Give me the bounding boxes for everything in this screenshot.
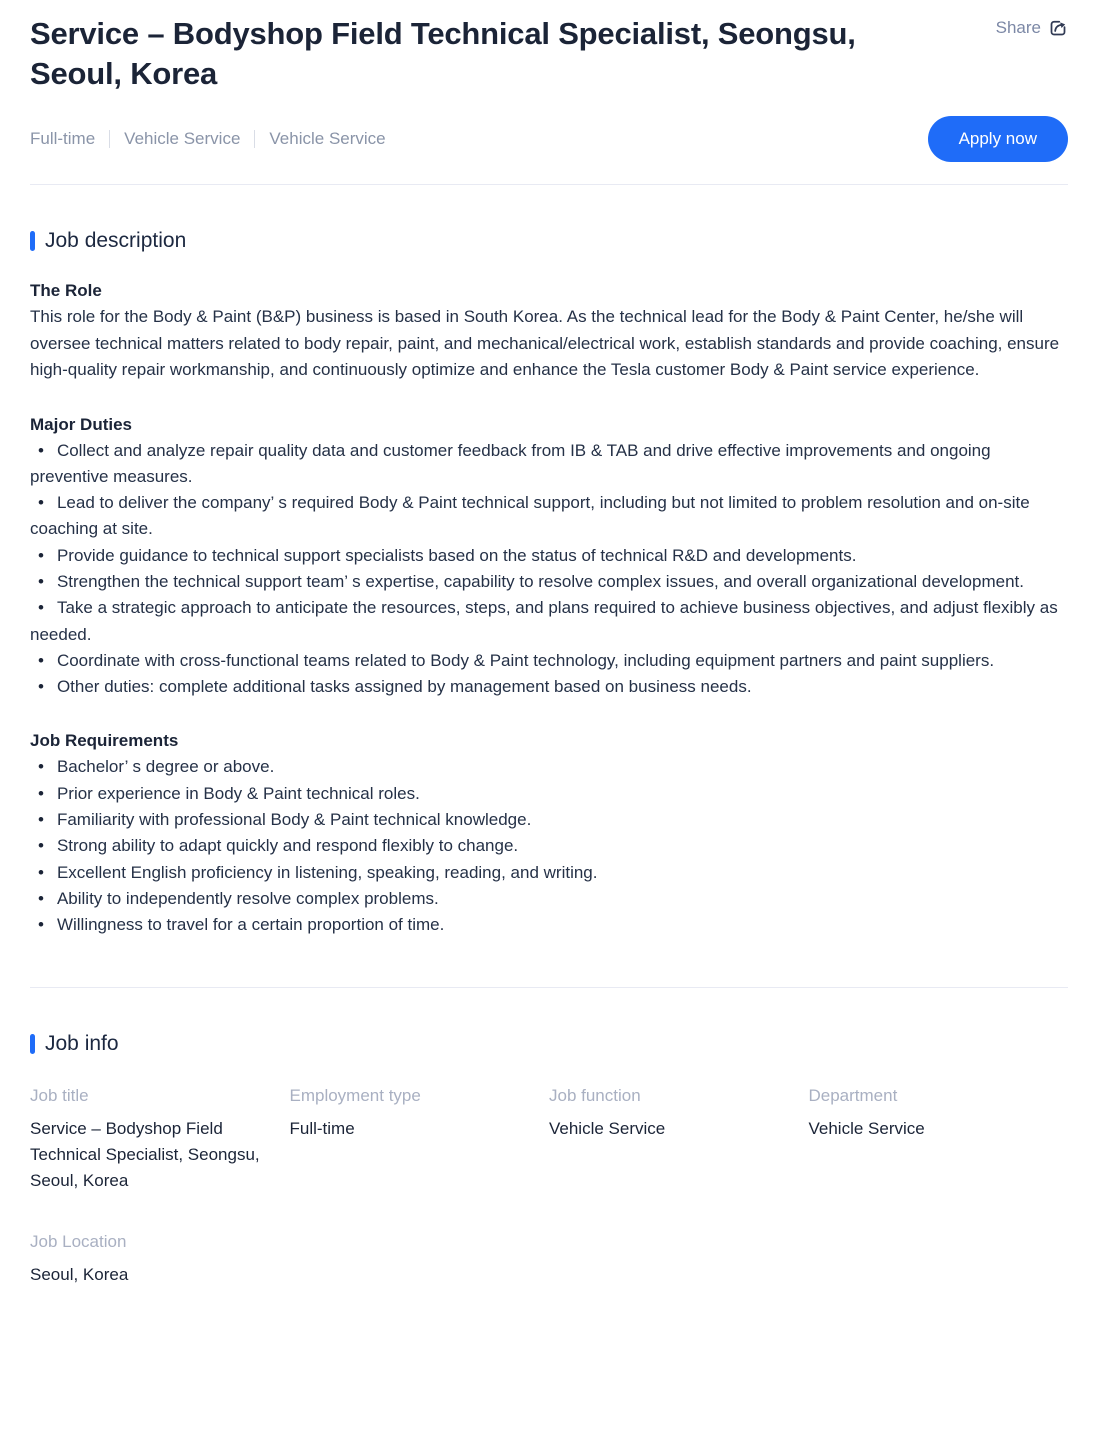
meta-employment-type: Full-time [30, 129, 96, 148]
job-info-header [30, 1032, 1068, 1056]
field-value: Vehicle Service [549, 1118, 666, 1138]
meta-separator [254, 130, 255, 148]
major-duties-heading: Major Duties [30, 414, 133, 434]
major-duties-block [30, 412, 1068, 701]
meta-row [30, 116, 1068, 162]
list-item: • Bachelor’ s degree or above. [30, 754, 1068, 780]
page-title: Service – Bodyshop Field Technical Specialist, Seongsu, Seoul, Korea [30, 16, 856, 91]
list-item: • Strengthen the technical support team’ s expertise, capability to resolve complex issues, and overall organizational development. [30, 569, 1068, 595]
major-duties-list [30, 438, 1068, 701]
field-label: Employment type [289, 1085, 421, 1105]
field-job-location [30, 1230, 290, 1288]
apply-now-button[interactable]: Apply now [928, 116, 1068, 162]
job-description-header [30, 229, 1068, 253]
list-item: • Other duties: complete additional tasks assigned by management based on business needs. [30, 674, 1068, 700]
list-item: • Excellent English proficiency in listening, speaking, reading, and writing. [30, 860, 1068, 886]
role-paragraph: This role for the Body & Paint (B&P) business is based in South Korea. As the technical lead for the Body & Paint Center, he/she will oversee technical matters related to body repair, paint, and mechanical/electrical work, establish standards and provide coaching, ensure high-quality repair workmanship, and continuously optimize and enhance the Tesla customer Body & Paint service experience. [30, 307, 1060, 379]
list-item: • Collect and analyze repair quality data and customer feedback from IB & TAB and drive effective improvements and ongoing preventive measures. [30, 438, 1068, 491]
field-label: Job function [549, 1085, 641, 1105]
field-employment-type [290, 1084, 550, 1194]
field-label: Job Location [30, 1231, 127, 1251]
section-accent-bar [30, 1034, 35, 1054]
field-label: Department [808, 1085, 898, 1105]
list-item: • Provide guidance to technical support specialists based on the status of technical R&D and developments. [30, 543, 1068, 569]
job-requirements-list [30, 754, 1068, 938]
divider [30, 184, 1068, 185]
field-department [809, 1084, 1069, 1194]
list-item: • Lead to deliver the company’ s required Body & Paint technical support, including but not limited to problem resolution and on-site coaching at site. [30, 490, 1068, 543]
section-accent-bar [30, 231, 35, 251]
list-item: • Willingness to travel for a certain proportion of time. [30, 912, 1068, 938]
field-value: Service – Bodyshop Field Technical Specialist, Seongsu, Seoul, Korea [30, 1118, 260, 1190]
field-job-title [30, 1084, 290, 1194]
field-job-function [549, 1084, 809, 1194]
job-requirements-heading: Job Requirements [30, 731, 179, 751]
list-item: • Coordinate with cross-functional teams related to Body & Paint technology, including equipment partners and paint suppliers. [30, 648, 1068, 674]
job-description-section [30, 229, 1068, 939]
job-info-grid [30, 1084, 1068, 1288]
meta-items [30, 129, 386, 149]
share-button[interactable] [996, 18, 1068, 38]
field-value: Full-time [289, 1118, 355, 1138]
header [30, 14, 1068, 94]
role-block [30, 278, 1068, 384]
meta-job-function: Vehicle Service [124, 129, 241, 148]
field-value: Vehicle Service [808, 1118, 925, 1138]
meta-department: Vehicle Service [269, 129, 386, 148]
list-item: • Take a strategic approach to anticipate the resources, steps, and plans required to achieve business objectives, and adjust flexibly as needed. [30, 595, 1068, 648]
field-value: Seoul, Korea [30, 1264, 129, 1284]
job-requirements-block [30, 728, 1068, 938]
share-label: Share [995, 18, 1041, 37]
field-label: Job title [30, 1085, 89, 1105]
job-info-title: Job info [45, 1031, 119, 1055]
list-item: • Strong ability to adapt quickly and respond flexibly to change. [30, 833, 1068, 859]
list-item: • Prior experience in Body & Paint technical roles. [30, 781, 1068, 807]
list-item: • Familiarity with professional Body & Paint technical knowledge. [30, 807, 1068, 833]
job-info-section [30, 1032, 1068, 1288]
list-item: • Ability to independently resolve complex problems. [30, 886, 1068, 912]
meta-separator [109, 130, 110, 148]
share-icon [1048, 18, 1068, 38]
job-description-title: Job description [45, 229, 187, 252]
role-heading: The Role [30, 281, 102, 300]
divider [30, 987, 1068, 988]
